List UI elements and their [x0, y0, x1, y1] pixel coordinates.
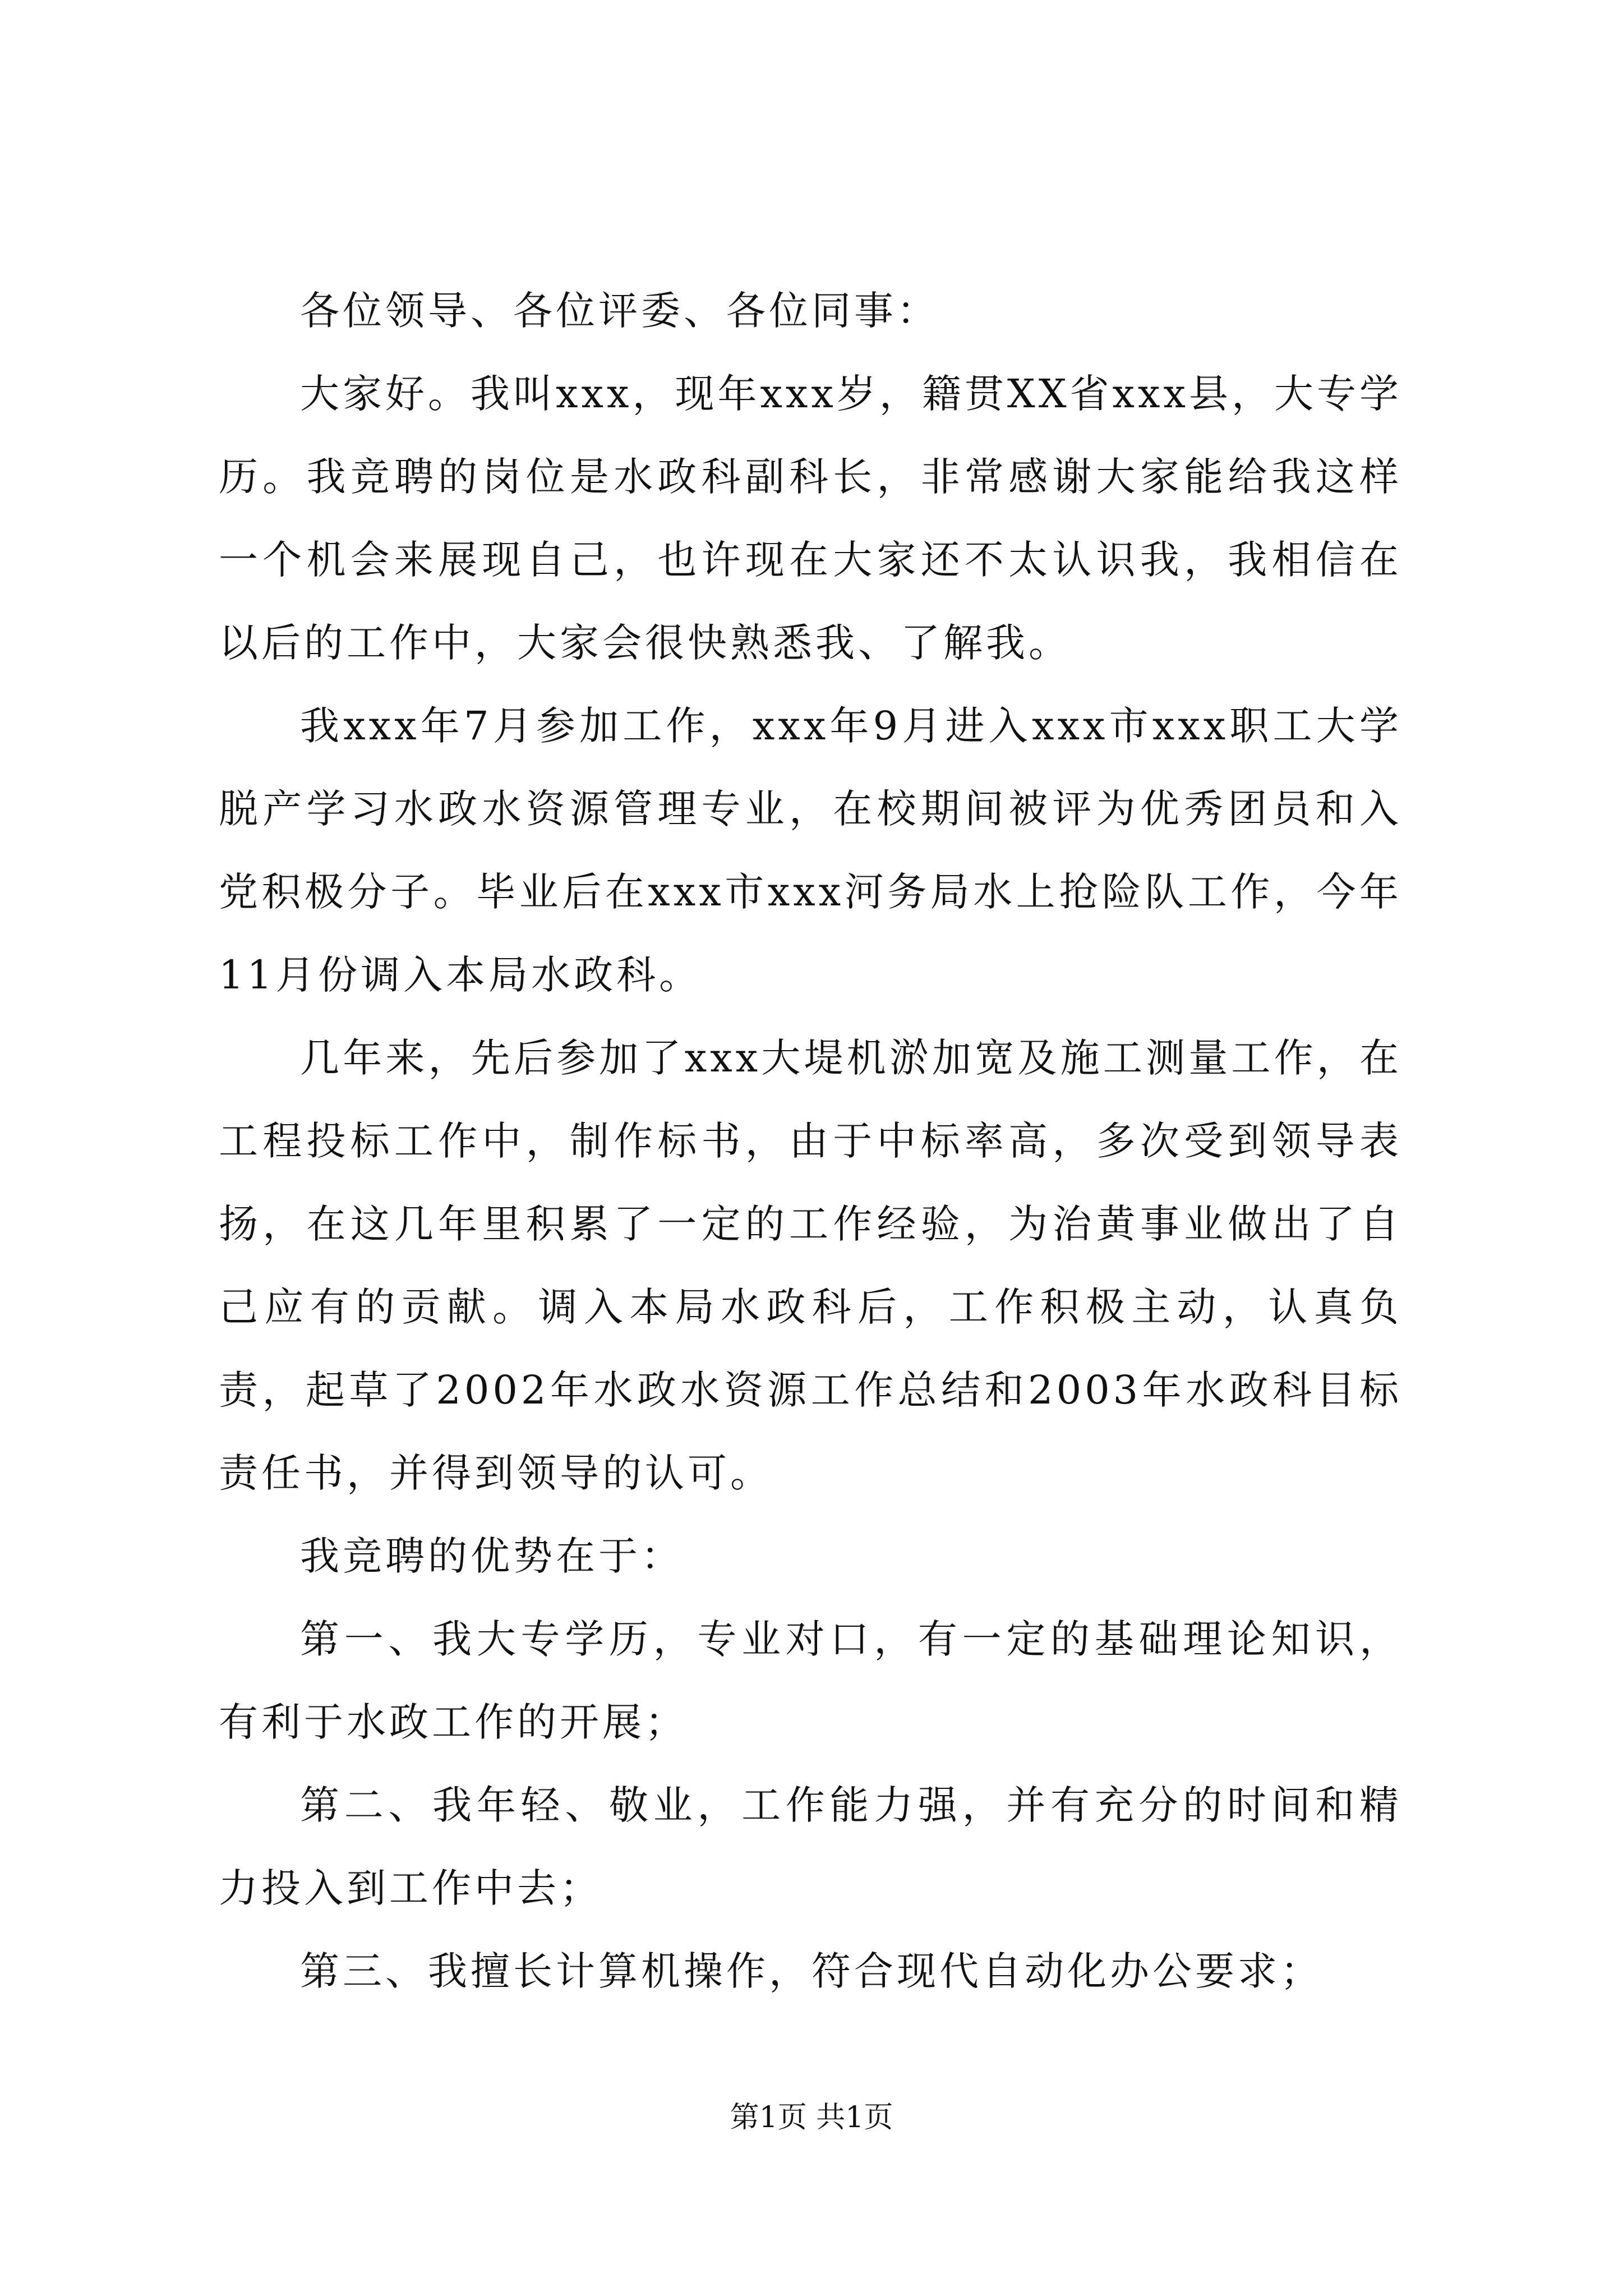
paragraph-advantage-1: 第一、我大专学历，专业对口，有一定的基础理论知识，有利于水政工作的开展； — [219, 1616, 1402, 1745]
paragraph-work-history: 我xxx年7月参加工作，xxx年9月进入xxx市xxx职工大学脱产学习水政水资源管理专业，在校期间被评为优秀团员和入党积极分子。毕业后在xxx市xxx河务局水上抢险队工作，今年11月份调入本局水政科。 — [219, 703, 1402, 998]
paragraph-advantage-3: 第三、我擅长计算机操作，符合现代自动化办公要求； — [300, 1948, 1323, 1994]
paragraph-introduction: 大家好。我叫xxx，现年xxx岁，籍贯XX省xxx县，大专学历。我竞聘的岗位是水政科副科长，非常感谢大家能给我这样一个机会来展现自己，也许现在大家还不太认识我，我相信在以后的工作中，大家会很快熟悉我、了解我。 — [219, 371, 1402, 666]
paragraph-advantages-heading: 我竞聘的优势在于： — [300, 1533, 684, 1579]
page-footer: 第1页 共1页 — [730, 2101, 893, 2134]
paragraph-salutation: 各位领导、各位评委、各位同事： — [300, 288, 939, 334]
paragraph-advantage-2: 第二、我年轻、敬业，工作能力强，并有充分的时间和精力投入到工作中去； — [219, 1782, 1402, 1911]
document-body — [219, 269, 1402, 2013]
paragraph-experience: 几年来，先后参加了xxx大堤机淤加宽及施工测量工作，在工程投标工作中，制作标书，由于中标率高，多次受到领导表扬，在这几年里积累了一定的工作经验，为治黄事业做出了自己应有的贡献。调入本局水政科后，工作积极主动，认真负责，起草了2002年水政水资源工作总结和2003年水政科目标责任书，并得到领导的认可。 — [219, 1035, 1402, 1496]
